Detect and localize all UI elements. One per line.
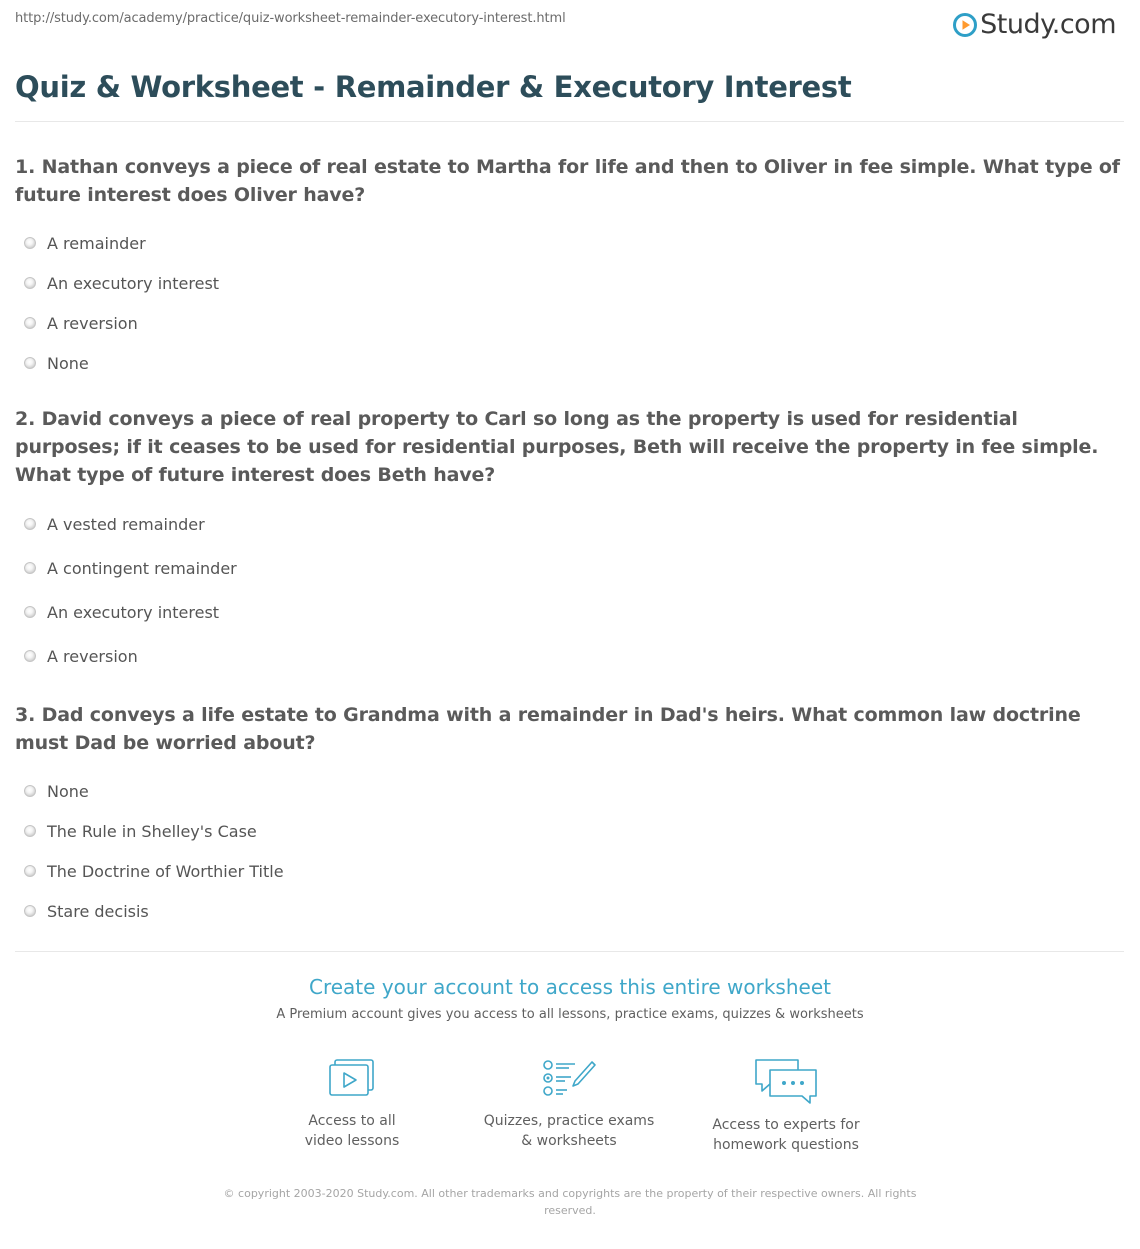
feature-label: Access to experts for homework questions [712,1117,860,1153]
feature-quizzes [469,1058,669,1151]
radio-button[interactable] [24,317,36,329]
answer-option[interactable] [15,546,1120,590]
question-text: 2. David conveys a piece of real property to Carl so long as the property is used for residential purposes; if it ceases to be used for residential purposes, Beth will receive the property in fee simple. What type of future interest does Beth have? [15,408,1099,486]
divider [15,951,1124,952]
cta-subtitle: A Premium account gives you access to all lessons, practice exams, quizzes & worksheets [276,1007,864,1022]
radio-button[interactable] [24,237,36,249]
signup-cta [0,975,1140,1022]
question-1 [15,153,1120,383]
answer-option[interactable] [15,634,1120,678]
answer-option[interactable] [15,223,1120,263]
question-text: 1. Nathan conveys a piece of real estate to Martha for life and then to Oliver in fee simple. What type of future interest does Oliver have? [15,156,1120,206]
study-logo[interactable] [953,11,1116,39]
radio-button[interactable] [24,606,36,618]
question-3 [15,701,1120,931]
answer-label: A reversion [47,646,138,666]
radio-button[interactable] [24,865,36,877]
answer-option[interactable] [15,263,1120,303]
copyright-footer: © copyright 2003-2020 Study.com. All other trademarks and copyrights are the property of their respective owners. All rights reserved. [223,1187,917,1217]
answer-options [15,502,1120,678]
radio-button[interactable] [24,357,36,369]
answer-label: The Rule in Shelley's Case [47,821,257,841]
answer-option[interactable] [15,303,1120,343]
answer-label: A contingent remainder [47,558,237,578]
radio-button[interactable] [24,277,36,289]
question-text: 3. Dad conveys a life estate to Grandma with a remainder in Dad's heirs. What common law doctrine must Dad be worried about? [15,704,1081,754]
quiz-checklist-icon [541,1058,597,1102]
answer-options [15,223,1120,383]
radio-button[interactable] [24,518,36,530]
radio-button[interactable] [24,905,36,917]
feature-label: Quizzes, practice exams & worksheets [483,1113,655,1149]
logo-text: Study.com [980,9,1116,40]
feature-label: Access to all video lessons [304,1113,400,1149]
answer-label: A vested remainder [47,514,205,534]
feature-experts [686,1058,886,1155]
answer-label: A remainder [47,233,146,253]
answer-option[interactable] [15,891,1120,931]
radio-button[interactable] [24,650,36,662]
radio-button[interactable] [24,562,36,574]
answer-option[interactable] [15,771,1120,811]
chat-bubbles-icon [754,1058,818,1106]
question-2 [15,405,1120,678]
answer-label: A reversion [47,313,138,333]
page-url[interactable]: http://study.com/academy/practice/quiz-worksheet-remainder-executory-interest.html [15,11,566,26]
answer-option[interactable] [15,590,1120,634]
answer-label: An executory interest [47,273,220,293]
answer-label: None [47,353,89,373]
feature-video-lessons [252,1058,452,1151]
answer-option[interactable] [15,811,1120,851]
radio-button[interactable] [24,785,36,797]
answer-label: Stare decisis [47,901,149,921]
answer-label: An executory interest [47,602,220,622]
page-title: Quiz & Worksheet - Remainder & Executory Interest [15,70,852,104]
radio-button[interactable] [24,825,36,837]
create-account-link[interactable]: Create your account to access this entire worksheet [309,975,831,999]
video-lessons-icon [326,1058,378,1102]
answer-option[interactable] [15,343,1120,383]
answer-label: None [47,781,89,801]
answer-option[interactable] [15,502,1120,546]
play-circle-icon [953,13,977,37]
top-bar [15,11,1120,47]
answer-option[interactable] [15,851,1120,891]
answer-label: The Doctrine of Worthier Title [47,861,284,881]
divider [15,121,1124,122]
answer-options [15,771,1120,931]
